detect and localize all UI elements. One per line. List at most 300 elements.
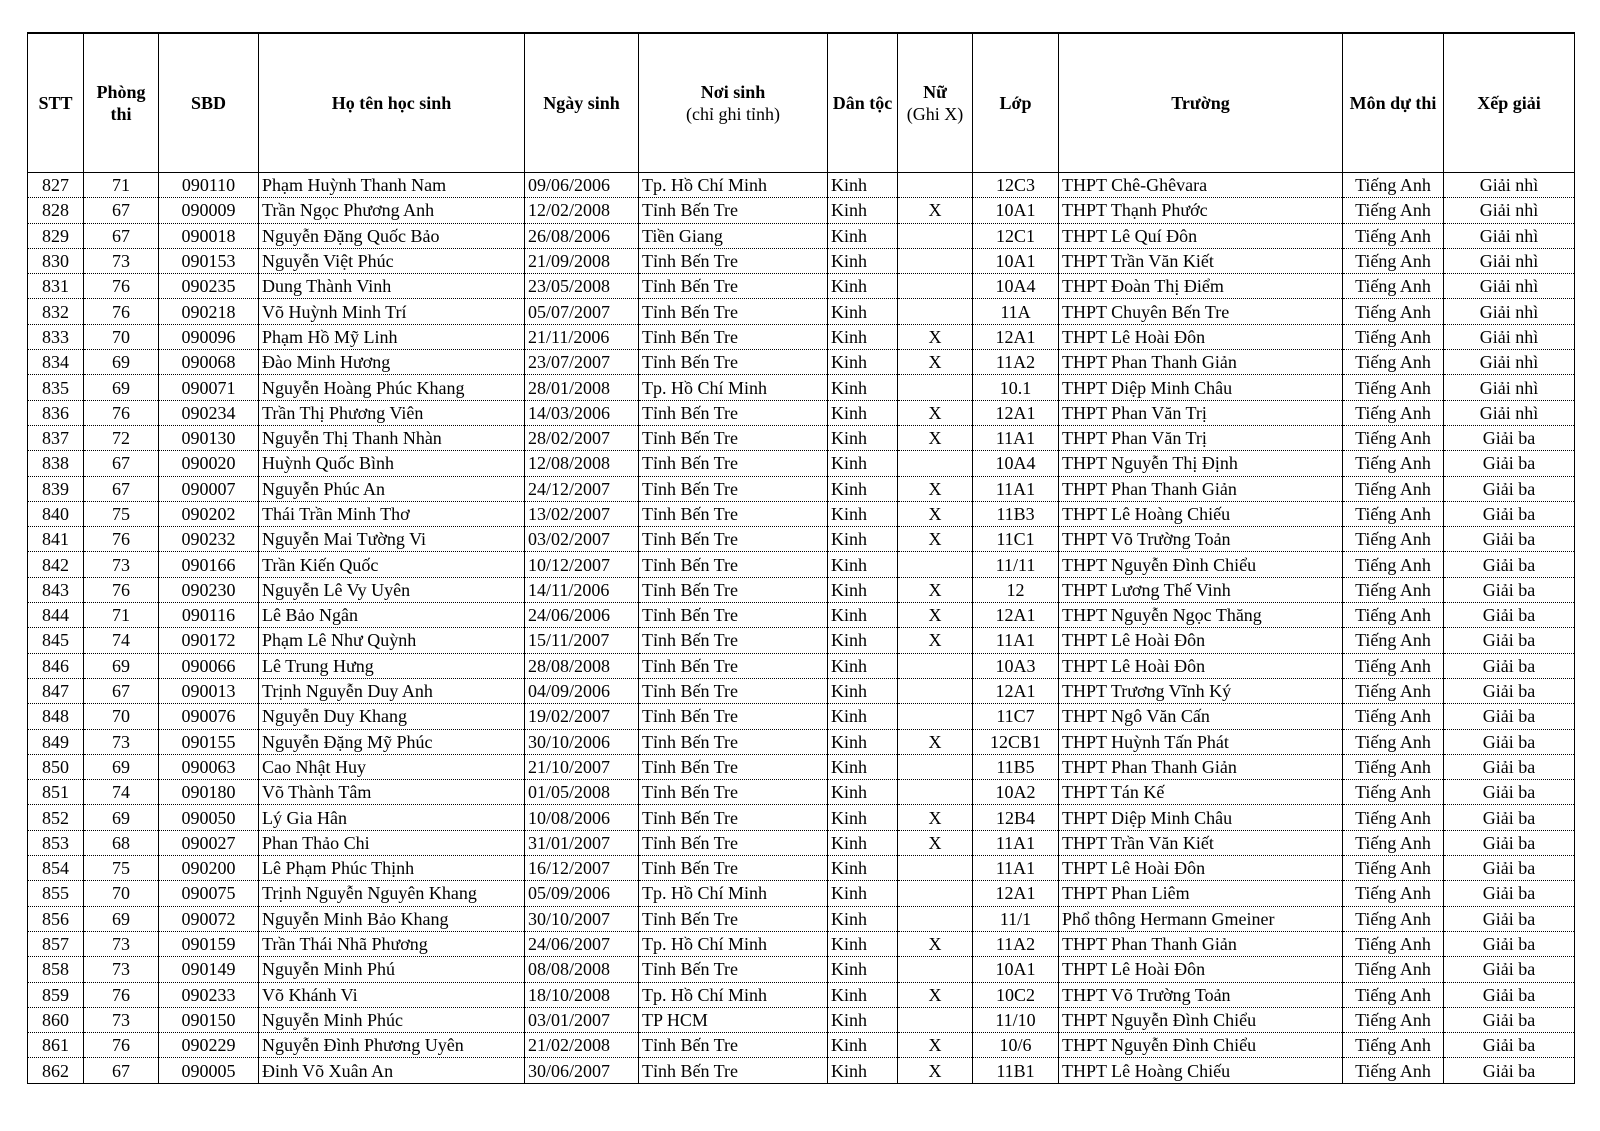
stt-cell: 837 [28, 425, 84, 450]
table-row [28, 830, 1575, 855]
award-cell: Giải ba [1444, 653, 1575, 678]
table-row [28, 299, 1575, 324]
room-cell: 69 [84, 375, 159, 400]
birthplace-cell: Tỉnh Bến Tre [639, 425, 828, 450]
room-cell: 69 [84, 906, 159, 931]
sbd-cell: 090172 [159, 628, 259, 653]
stt-cell: 848 [28, 704, 84, 729]
school-cell: THPT Nguyễn Đình Chiểu [1059, 1033, 1343, 1058]
school-cell: THPT Chuyên Bến Tre [1059, 299, 1343, 324]
female-cell: X [898, 805, 973, 830]
subject-cell: Tiếng Anh [1343, 628, 1444, 653]
stt-cell: 857 [28, 931, 84, 956]
col-header-phong-thi: Phòng thi [84, 33, 159, 173]
sbd-cell: 090063 [159, 754, 259, 779]
birthplace-cell: Tỉnh Bến Tre [639, 527, 828, 552]
subject-cell: Tiếng Anh [1343, 678, 1444, 703]
female-cell: X [898, 400, 973, 425]
stt-cell: 835 [28, 375, 84, 400]
award-cell: Giải ba [1444, 704, 1575, 729]
award-cell: Giải nhì [1444, 223, 1575, 248]
name-cell: Lý Gia Hân [259, 805, 525, 830]
award-cell: Giải nhì [1444, 299, 1575, 324]
award-cell: Giải ba [1444, 425, 1575, 450]
class-cell: 10A1 [973, 957, 1059, 982]
female-cell [898, 704, 973, 729]
school-cell: THPT Phan Thanh Giản [1059, 931, 1343, 956]
ethnicity-cell: Kinh [828, 527, 898, 552]
room-cell: 73 [84, 931, 159, 956]
room-cell: 76 [84, 400, 159, 425]
subject-cell: Tiếng Anh [1343, 223, 1444, 248]
room-cell: 69 [84, 653, 159, 678]
class-cell: 11/10 [973, 1007, 1059, 1032]
name-cell: Võ Thành Tâm [259, 780, 525, 805]
table-row [28, 603, 1575, 628]
school-cell: THPT Thạnh Phước [1059, 198, 1343, 223]
birthplace-cell: Tỉnh Bến Tre [639, 603, 828, 628]
female-cell [898, 1007, 973, 1032]
dob-cell: 28/08/2008 [525, 653, 639, 678]
dob-cell: 23/05/2008 [525, 274, 639, 299]
award-cell: Giải ba [1444, 931, 1575, 956]
ethnicity-cell: Kinh [828, 628, 898, 653]
school-cell: THPT Lê Hoài Đôn [1059, 324, 1343, 349]
ethnicity-cell: Kinh [828, 982, 898, 1007]
table-row [28, 1058, 1575, 1083]
table-row [28, 324, 1575, 349]
name-cell: Võ Huỳnh Minh Trí [259, 299, 525, 324]
birthplace-cell: Tỉnh Bến Tre [639, 830, 828, 855]
birthplace-cell: Tỉnh Bến Tre [639, 501, 828, 526]
table-row [28, 501, 1575, 526]
birthplace-cell: Tỉnh Bến Tre [639, 198, 828, 223]
subject-cell: Tiếng Anh [1343, 931, 1444, 956]
dob-cell: 30/06/2007 [525, 1058, 639, 1083]
ethnicity-cell: Kinh [828, 248, 898, 273]
school-cell: THPT Phan Văn Trị [1059, 425, 1343, 450]
school-cell: THPT Phan Thanh Giản [1059, 754, 1343, 779]
name-cell: Nguyễn Đặng Quốc Bảo [259, 223, 525, 248]
ethnicity-cell: Kinh [828, 375, 898, 400]
dob-cell: 15/11/2007 [525, 628, 639, 653]
female-cell [898, 451, 973, 476]
room-cell: 73 [84, 552, 159, 577]
subject-cell: Tiếng Anh [1343, 982, 1444, 1007]
birthplace-cell: TP HCM [639, 1007, 828, 1032]
room-cell: 74 [84, 628, 159, 653]
stt-cell: 847 [28, 678, 84, 703]
female-cell: X [898, 830, 973, 855]
sbd-cell: 090027 [159, 830, 259, 855]
birthplace-cell: Tỉnh Bến Tre [639, 1033, 828, 1058]
dob-cell: 08/08/2008 [525, 957, 639, 982]
table-row [28, 577, 1575, 602]
female-cell [898, 856, 973, 881]
dob-cell: 05/07/2007 [525, 299, 639, 324]
room-cell: 76 [84, 982, 159, 1007]
room-cell: 76 [84, 274, 159, 299]
birthplace-cell: Tỉnh Bến Tre [639, 324, 828, 349]
table-row [28, 476, 1575, 501]
table-row [28, 653, 1575, 678]
subject-cell: Tiếng Anh [1343, 729, 1444, 754]
name-cell: Nguyễn Hoàng Phúc Khang [259, 375, 525, 400]
name-cell: Đào Minh Hương [259, 350, 525, 375]
name-cell: Phạm Lê Như Quỳnh [259, 628, 525, 653]
birthplace-cell: Tiền Giang [639, 223, 828, 248]
sbd-cell: 090218 [159, 299, 259, 324]
birthplace-cell: Tỉnh Bến Tre [639, 704, 828, 729]
birthplace-cell: Tỉnh Bến Tre [639, 274, 828, 299]
room-cell: 73 [84, 248, 159, 273]
table-row [28, 1033, 1575, 1058]
stt-cell: 844 [28, 603, 84, 628]
class-cell: 11A2 [973, 931, 1059, 956]
stt-cell: 849 [28, 729, 84, 754]
class-cell: 12CB1 [973, 729, 1059, 754]
subject-cell: Tiếng Anh [1343, 198, 1444, 223]
subject-cell: Tiếng Anh [1343, 704, 1444, 729]
school-cell: THPT Lê Quí Đôn [1059, 223, 1343, 248]
room-cell: 71 [84, 173, 159, 198]
sbd-cell: 090153 [159, 248, 259, 273]
sbd-cell: 090149 [159, 957, 259, 982]
class-cell: 10A1 [973, 248, 1059, 273]
sbd-cell: 090150 [159, 1007, 259, 1032]
subject-cell: Tiếng Anh [1343, 173, 1444, 198]
school-cell: THPT Lê Hoài Đôn [1059, 653, 1343, 678]
school-cell: THPT Lê Hoàng Chiếu [1059, 501, 1343, 526]
room-cell: 76 [84, 1033, 159, 1058]
female-cell [898, 754, 973, 779]
dob-cell: 30/10/2006 [525, 729, 639, 754]
room-cell: 73 [84, 1007, 159, 1032]
birthplace-cell: Tp. Hồ Chí Minh [639, 982, 828, 1007]
school-cell: THPT Phan Thanh Giản [1059, 476, 1343, 501]
ethnicity-cell: Kinh [828, 400, 898, 425]
class-cell: 12A1 [973, 603, 1059, 628]
birthplace-cell: Tp. Hồ Chí Minh [639, 881, 828, 906]
dob-cell: 12/02/2008 [525, 198, 639, 223]
col-header-mon-du-thi: Môn dự thi [1343, 33, 1444, 173]
table-row [28, 425, 1575, 450]
birthplace-cell: Tỉnh Bến Tre [639, 299, 828, 324]
table-row [28, 754, 1575, 779]
name-cell: Nguyễn Mai Tường Vi [259, 527, 525, 552]
stt-cell: 833 [28, 324, 84, 349]
subject-cell: Tiếng Anh [1343, 375, 1444, 400]
female-cell [898, 881, 973, 906]
class-cell: 11C1 [973, 527, 1059, 552]
room-cell: 73 [84, 729, 159, 754]
dob-cell: 21/11/2006 [525, 324, 639, 349]
school-cell: THPT Ngô Văn Cấn [1059, 704, 1343, 729]
stt-cell: 855 [28, 881, 84, 906]
col-header-lop: Lớp [973, 33, 1059, 173]
award-cell: Giải ba [1444, 577, 1575, 602]
class-cell: 11A1 [973, 628, 1059, 653]
subject-cell: Tiếng Anh [1343, 1033, 1444, 1058]
stt-cell: 842 [28, 552, 84, 577]
school-cell: THPT Lê Hoài Đôn [1059, 957, 1343, 982]
award-cell: Giải ba [1444, 1007, 1575, 1032]
col-header-ngay-sinh: Ngày sinh [525, 33, 639, 173]
sbd-cell: 090180 [159, 780, 259, 805]
award-cell: Giải ba [1444, 906, 1575, 931]
name-cell: Nguyễn Đặng Mỹ Phúc [259, 729, 525, 754]
class-cell: 10A4 [973, 274, 1059, 299]
school-cell: THPT Trần Văn Kiết [1059, 248, 1343, 273]
stt-cell: 846 [28, 653, 84, 678]
col-header-truong: Trường [1059, 33, 1343, 173]
sbd-cell: 090202 [159, 501, 259, 526]
table-row [28, 375, 1575, 400]
table-row [28, 451, 1575, 476]
name-cell: Trần Thị Phương Viên [259, 400, 525, 425]
sbd-cell: 090155 [159, 729, 259, 754]
award-cell: Giải ba [1444, 729, 1575, 754]
class-cell: 11B3 [973, 501, 1059, 526]
award-cell: Giải ba [1444, 476, 1575, 501]
class-cell: 11A2 [973, 350, 1059, 375]
sbd-cell: 090009 [159, 198, 259, 223]
ethnicity-cell: Kinh [828, 906, 898, 931]
class-cell: 11A [973, 299, 1059, 324]
class-cell: 10A4 [973, 451, 1059, 476]
col-header-xep-giai: Xếp giải [1444, 33, 1575, 173]
sbd-cell: 090066 [159, 653, 259, 678]
stt-cell: 856 [28, 906, 84, 931]
female-cell [898, 248, 973, 273]
female-cell: X [898, 729, 973, 754]
ethnicity-cell: Kinh [828, 198, 898, 223]
female-cell [898, 173, 973, 198]
table-row [28, 223, 1575, 248]
table-row [28, 173, 1575, 198]
class-cell: 11B1 [973, 1058, 1059, 1083]
ethnicity-cell: Kinh [828, 1058, 898, 1083]
dob-cell: 13/02/2007 [525, 501, 639, 526]
stt-cell: 840 [28, 501, 84, 526]
sbd-cell: 090005 [159, 1058, 259, 1083]
sbd-cell: 090110 [159, 173, 259, 198]
ethnicity-cell: Kinh [828, 451, 898, 476]
birthplace-cell: Tỉnh Bến Tre [639, 248, 828, 273]
female-cell: X [898, 628, 973, 653]
ethnicity-cell: Kinh [828, 830, 898, 855]
subject-cell: Tiếng Anh [1343, 299, 1444, 324]
school-cell: THPT Diệp Minh Châu [1059, 375, 1343, 400]
room-cell: 69 [84, 754, 159, 779]
class-cell: 11/1 [973, 906, 1059, 931]
subject-cell: Tiếng Anh [1343, 830, 1444, 855]
class-cell: 11A1 [973, 425, 1059, 450]
name-cell: Nguyễn Lê Vy Uyên [259, 577, 525, 602]
room-cell: 72 [84, 425, 159, 450]
dob-cell: 01/05/2008 [525, 780, 639, 805]
subject-cell: Tiếng Anh [1343, 881, 1444, 906]
table-row [28, 198, 1575, 223]
stt-cell: 850 [28, 754, 84, 779]
school-cell: THPT Nguyễn Đình Chiểu [1059, 1007, 1343, 1032]
name-cell: Phan Thảo Chi [259, 830, 525, 855]
dob-cell: 21/10/2007 [525, 754, 639, 779]
award-cell: Giải nhì [1444, 198, 1575, 223]
female-cell: X [898, 350, 973, 375]
award-cell: Giải ba [1444, 603, 1575, 628]
class-cell: 12B4 [973, 805, 1059, 830]
dob-cell: 24/06/2006 [525, 603, 639, 628]
award-cell: Giải ba [1444, 754, 1575, 779]
subject-cell: Tiếng Anh [1343, 577, 1444, 602]
ethnicity-cell: Kinh [828, 1033, 898, 1058]
room-cell: 76 [84, 299, 159, 324]
school-cell: THPT Trần Văn Kiết [1059, 830, 1343, 855]
award-cell: Giải ba [1444, 1058, 1575, 1083]
subject-cell: Tiếng Anh [1343, 501, 1444, 526]
name-cell: Lê Phạm Phúc Thịnh [259, 856, 525, 881]
subject-cell: Tiếng Anh [1343, 754, 1444, 779]
table-row [28, 881, 1575, 906]
sbd-cell: 090232 [159, 527, 259, 552]
stt-cell: 843 [28, 577, 84, 602]
award-cell: Giải ba [1444, 527, 1575, 552]
class-cell: 11B5 [973, 754, 1059, 779]
table-row [28, 780, 1575, 805]
stt-cell: 827 [28, 173, 84, 198]
dob-cell: 28/01/2008 [525, 375, 639, 400]
sbd-cell: 090072 [159, 906, 259, 931]
dob-cell: 03/02/2007 [525, 527, 639, 552]
class-cell: 12 [973, 577, 1059, 602]
ethnicity-cell: Kinh [828, 881, 898, 906]
sbd-cell: 090096 [159, 324, 259, 349]
room-cell: 67 [84, 223, 159, 248]
room-cell: 67 [84, 476, 159, 501]
female-cell: X [898, 577, 973, 602]
col-header-nu: Nữ (Ghi X) [898, 33, 973, 173]
name-cell: Nguyễn Đình Phương Uyên [259, 1033, 525, 1058]
award-cell: Giải ba [1444, 957, 1575, 982]
school-cell: THPT Phan Văn Trị [1059, 400, 1343, 425]
stt-cell: 836 [28, 400, 84, 425]
stt-cell: 859 [28, 982, 84, 1007]
col-header-dan-toc: Dân tộc [828, 33, 898, 173]
class-cell: 12A1 [973, 400, 1059, 425]
female-cell [898, 678, 973, 703]
stt-cell: 841 [28, 527, 84, 552]
stt-cell: 832 [28, 299, 84, 324]
dob-cell: 04/09/2006 [525, 678, 639, 703]
female-cell: X [898, 476, 973, 501]
table-row [28, 982, 1575, 1007]
class-cell: 12A1 [973, 678, 1059, 703]
class-cell: 10.1 [973, 375, 1059, 400]
subject-cell: Tiếng Anh [1343, 527, 1444, 552]
sbd-cell: 090230 [159, 577, 259, 602]
ethnicity-cell: Kinh [828, 501, 898, 526]
sbd-cell: 090166 [159, 552, 259, 577]
ethnicity-cell: Kinh [828, 173, 898, 198]
col-header-noi-sinh-note: (chỉ ghi tỉnh) [686, 104, 780, 124]
school-cell: THPT Tán Kế [1059, 780, 1343, 805]
award-cell: Giải ba [1444, 830, 1575, 855]
ethnicity-cell: Kinh [828, 805, 898, 830]
class-cell: 11C7 [973, 704, 1059, 729]
dob-cell: 28/02/2007 [525, 425, 639, 450]
award-cell: Giải ba [1444, 501, 1575, 526]
dob-cell: 10/12/2007 [525, 552, 639, 577]
female-cell [898, 906, 973, 931]
table-row [28, 906, 1575, 931]
sbd-cell: 090007 [159, 476, 259, 501]
female-cell: X [898, 1033, 973, 1058]
birthplace-cell: Tỉnh Bến Tre [639, 957, 828, 982]
birthplace-cell: Tỉnh Bến Tre [639, 577, 828, 602]
award-cell: Giải nhì [1444, 350, 1575, 375]
ethnicity-cell: Kinh [828, 780, 898, 805]
female-cell: X [898, 931, 973, 956]
name-cell: Lê Trung Hưng [259, 653, 525, 678]
subject-cell: Tiếng Anh [1343, 653, 1444, 678]
class-cell: 12C3 [973, 173, 1059, 198]
birthplace-cell: Tp. Hồ Chí Minh [639, 931, 828, 956]
dob-cell: 05/09/2006 [525, 881, 639, 906]
birthplace-cell: Tỉnh Bến Tre [639, 754, 828, 779]
award-cell: Giải ba [1444, 856, 1575, 881]
name-cell: Trần Thái Nhã Phương [259, 931, 525, 956]
ethnicity-cell: Kinh [828, 274, 898, 299]
school-cell: THPT Lê Hoài Đôn [1059, 628, 1343, 653]
subject-cell: Tiếng Anh [1343, 552, 1444, 577]
award-cell: Giải nhì [1444, 248, 1575, 273]
ethnicity-cell: Kinh [828, 350, 898, 375]
birthplace-cell: Tỉnh Bến Tre [639, 476, 828, 501]
stt-cell: 860 [28, 1007, 84, 1032]
name-cell: Nguyễn Minh Phúc [259, 1007, 525, 1032]
dob-cell: 12/08/2008 [525, 451, 639, 476]
class-cell: 10A3 [973, 653, 1059, 678]
female-cell [898, 653, 973, 678]
class-cell: 10A2 [973, 780, 1059, 805]
school-cell: THPT Diệp Minh Châu [1059, 805, 1343, 830]
award-cell: Giải nhì [1444, 173, 1575, 198]
class-cell: 11/11 [973, 552, 1059, 577]
female-cell [898, 375, 973, 400]
results-table [27, 32, 1575, 1084]
name-cell: Huỳnh Quốc Bình [259, 451, 525, 476]
sbd-cell: 090020 [159, 451, 259, 476]
birthplace-cell: Tỉnh Bến Tre [639, 780, 828, 805]
table-row [28, 400, 1575, 425]
class-cell: 11A1 [973, 856, 1059, 881]
room-cell: 69 [84, 805, 159, 830]
room-cell: 70 [84, 324, 159, 349]
subject-cell: Tiếng Anh [1343, 476, 1444, 501]
birthplace-cell: Tỉnh Bến Tre [639, 350, 828, 375]
female-cell: X [898, 501, 973, 526]
room-cell: 68 [84, 830, 159, 855]
ethnicity-cell: Kinh [828, 476, 898, 501]
school-cell: THPT Chê-Ghêvara [1059, 173, 1343, 198]
stt-cell: 839 [28, 476, 84, 501]
award-cell: Giải ba [1444, 805, 1575, 830]
dob-cell: 24/06/2007 [525, 931, 639, 956]
name-cell: Trịnh Nguyễn Nguyên Khang [259, 881, 525, 906]
class-cell: 12C1 [973, 223, 1059, 248]
ethnicity-cell: Kinh [828, 931, 898, 956]
